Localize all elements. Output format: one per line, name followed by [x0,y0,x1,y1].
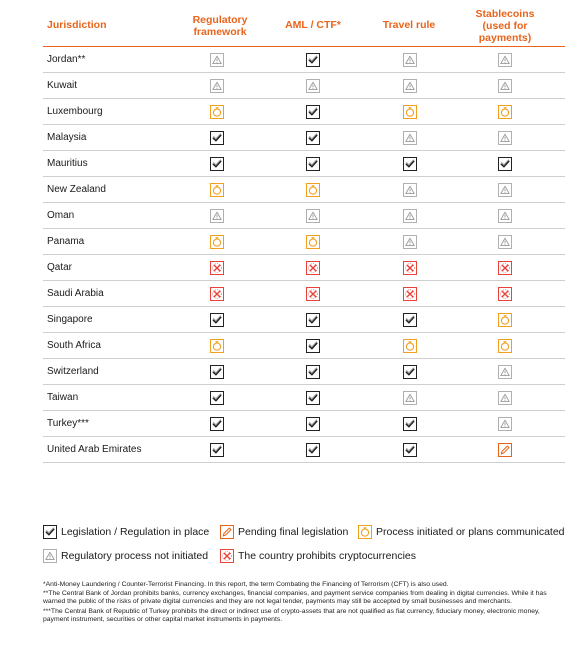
warning-icon [498,79,512,93]
status-cell-stablecoins [498,391,512,405]
status-cell-stablecoins [498,261,512,275]
footnote-aml: *Anti-Money Laundering / Counter-Terrorist Financing. In this report, the term Combating the Financing of Terrorism (CFT) is also used. [43,581,449,588]
status-cell-stablecoins [498,313,512,327]
warning-icon [498,235,512,249]
status-cell-stablecoins [498,53,512,67]
status-cell-travel [403,105,417,119]
warning-icon [498,53,512,67]
status-cell-aml [306,365,320,379]
warning-icon [498,365,512,379]
jurisdiction-name: Qatar [47,262,73,273]
status-cell-stablecoins [498,209,512,223]
status-cell-aml [306,339,320,353]
progress-icon [403,339,417,353]
jurisdiction-name: New Zealand [47,184,106,195]
table-row [0,255,585,281]
status-cell-travel [403,365,417,379]
warning-icon [498,209,512,223]
status-cell-aml [306,417,320,431]
table-row [0,385,585,411]
jurisdiction-name: Mauritius [47,158,88,169]
status-cell-stablecoins [498,417,512,431]
checkmark-icon [210,391,224,405]
status-cell-stablecoins [498,443,512,457]
status-cell-regulatory [210,391,224,405]
checkmark-icon [306,365,320,379]
table-row [0,229,585,255]
checkmark-icon [306,443,320,457]
checkmark-icon [210,131,224,145]
status-cell-regulatory [210,183,224,197]
warning-icon [403,53,417,67]
header-regulatory-framework: Regulatory framework [192,14,248,38]
status-cell-aml [306,313,320,327]
status-cell-travel [403,131,417,145]
table-row [0,333,585,359]
legend-label-prohibited: The country prohibits cryptocurrencies [238,550,416,562]
jurisdiction-name: Panama [47,236,85,247]
legend-label-pending: Pending final legislation [238,526,349,538]
warning-icon [306,79,320,93]
checkmark-icon [403,443,417,457]
checkmark-icon [306,391,320,405]
table-row [0,99,585,125]
checkmark-icon [210,443,224,457]
progress-icon [210,183,224,197]
status-cell-regulatory [210,157,224,171]
status-cell-travel [403,417,417,431]
status-cell-regulatory [210,287,224,301]
header-aml-ctf: AML / CTF* [285,19,341,31]
status-cell-stablecoins [498,235,512,249]
warning-icon [210,53,224,67]
checkmark-icon [403,157,417,171]
status-cell-aml [306,183,320,197]
footnote-turkey: ***The Central Bank of Republic of Turkey prohibits the direct or indirect use of crypto-assets that are not qualified as fiat currency, fiduciary money, electronic money, payment instrument, securities or other capital market instruments in payments. [43,607,540,623]
status-cell-travel [403,79,417,93]
pencil-icon [220,525,234,539]
status-cell-travel [403,183,417,197]
progress-icon [403,105,417,119]
status-cell-aml [306,79,320,93]
status-cell-aml [306,391,320,405]
status-cell-aml [306,53,320,67]
table-row [0,73,585,99]
table-row [0,47,585,73]
status-cell-aml [306,235,320,249]
warning-icon [498,131,512,145]
status-cell-travel [403,261,417,275]
status-cell-regulatory [210,261,224,275]
table-header [0,0,585,46]
jurisdiction-name: United Arab Emirates [47,444,142,455]
row-divider [43,462,565,463]
table-row [0,411,585,437]
status-cell-regulatory [210,443,224,457]
jurisdiction-name: Oman [47,210,75,221]
status-cell-aml [306,443,320,457]
checkmark-icon [403,313,417,327]
table-row [0,151,585,177]
status-cell-stablecoins [498,287,512,301]
status-cell-travel [403,53,417,67]
checkmark-icon [403,417,417,431]
warning-icon [403,391,417,405]
legend-label-check: Legislation / Regulation in place [61,526,210,538]
checkmark-icon [306,417,320,431]
checkmark-icon [306,313,320,327]
status-cell-travel [403,157,417,171]
status-cell-regulatory [210,79,224,93]
progress-icon [498,313,512,327]
status-cell-stablecoins [498,183,512,197]
checkmark-icon [306,131,320,145]
table-row [0,437,585,463]
checkmark-icon [43,525,57,539]
prohibited-icon [210,261,224,275]
status-cell-stablecoins [498,79,512,93]
legend-label-progress: Process initiated or plans communicated [376,526,565,538]
warning-icon [403,235,417,249]
warning-icon [43,549,57,563]
prohibited-icon [498,287,512,301]
status-cell-travel [403,443,417,457]
progress-icon [210,339,224,353]
progress-icon [498,105,512,119]
status-cell-stablecoins [498,131,512,145]
legend [43,524,573,568]
status-cell-regulatory [210,235,224,249]
warning-icon [403,131,417,145]
checkmark-icon [403,365,417,379]
progress-icon [306,235,320,249]
jurisdiction-name: Kuwait [47,80,78,91]
checkmark-icon [210,157,224,171]
warning-icon [210,79,224,93]
status-cell-travel [403,287,417,301]
jurisdiction-name: Luxembourg [47,106,103,117]
status-cell-aml [306,157,320,171]
jurisdiction-name: Jordan** [47,54,86,65]
warning-icon [403,209,417,223]
table-row [0,307,585,333]
status-cell-stablecoins [498,157,512,171]
jurisdiction-name: Taiwan [47,392,79,403]
checkmark-icon [306,105,320,119]
pencil-icon [498,443,512,457]
status-cell-travel [403,339,417,353]
status-cell-regulatory [210,417,224,431]
status-cell-stablecoins [498,365,512,379]
checkmark-icon [498,157,512,171]
status-cell-aml [306,131,320,145]
status-cell-regulatory [210,339,224,353]
checkmark-icon [306,53,320,67]
legend-label-warning: Regulatory process not initiated [61,550,209,562]
status-cell-regulatory [210,53,224,67]
status-cell-stablecoins [498,105,512,119]
jurisdiction-name: Malaysia [47,132,87,143]
checkmark-icon [210,365,224,379]
prohibited-icon [220,549,234,563]
warning-icon [498,391,512,405]
checkmark-icon [210,313,224,327]
status-cell-aml [306,287,320,301]
status-cell-regulatory [210,131,224,145]
jurisdiction-name: Singapore [47,314,93,325]
prohibited-icon [403,261,417,275]
jurisdiction-name: Turkey*** [47,418,89,429]
warning-icon [498,183,512,197]
table-row [0,359,585,385]
warning-icon [210,209,224,223]
status-cell-regulatory [210,209,224,223]
progress-icon [210,105,224,119]
table-row [0,177,585,203]
warning-icon [498,417,512,431]
status-cell-stablecoins [498,339,512,353]
checkmark-icon [306,157,320,171]
footnotes [43,581,563,625]
status-cell-travel [403,391,417,405]
progress-icon [306,183,320,197]
prohibited-icon [306,287,320,301]
footnote-jordan: **The Central Bank of Jordan prohibits banks, currency exchanges, financial companies, and payment service companies from dealing in digital currencies. While it has warned the public of the risks of private digital currencies and they are not legal tender, payments may still be accepted by small businesses and merchants. [43,590,547,606]
prohibited-icon [498,261,512,275]
jurisdiction-name: South Africa [47,340,101,351]
header-travel-rule: Travel rule [382,19,436,31]
warning-icon [403,79,417,93]
checkmark-icon [306,339,320,353]
progress-icon [358,525,372,539]
status-cell-travel [403,313,417,327]
status-cell-aml [306,105,320,119]
table-row [0,281,585,307]
prohibited-icon [403,287,417,301]
status-cell-aml [306,209,320,223]
prohibited-icon [306,261,320,275]
status-cell-regulatory [210,313,224,327]
header-stablecoins: Stablecoins (used for payments) [475,8,535,44]
header-jurisdiction: Jurisdiction [47,19,107,31]
table-row [0,125,585,151]
status-cell-regulatory [210,365,224,379]
jurisdiction-name: Switzerland [47,366,99,377]
checkmark-icon [210,417,224,431]
warning-icon [306,209,320,223]
status-cell-travel [403,235,417,249]
warning-icon [403,183,417,197]
progress-icon [210,235,224,249]
table-row [0,203,585,229]
status-cell-travel [403,209,417,223]
prohibited-icon [210,287,224,301]
jurisdiction-name: Saudi Arabia [47,288,104,299]
progress-icon [498,339,512,353]
status-cell-regulatory [210,105,224,119]
status-cell-aml [306,261,320,275]
